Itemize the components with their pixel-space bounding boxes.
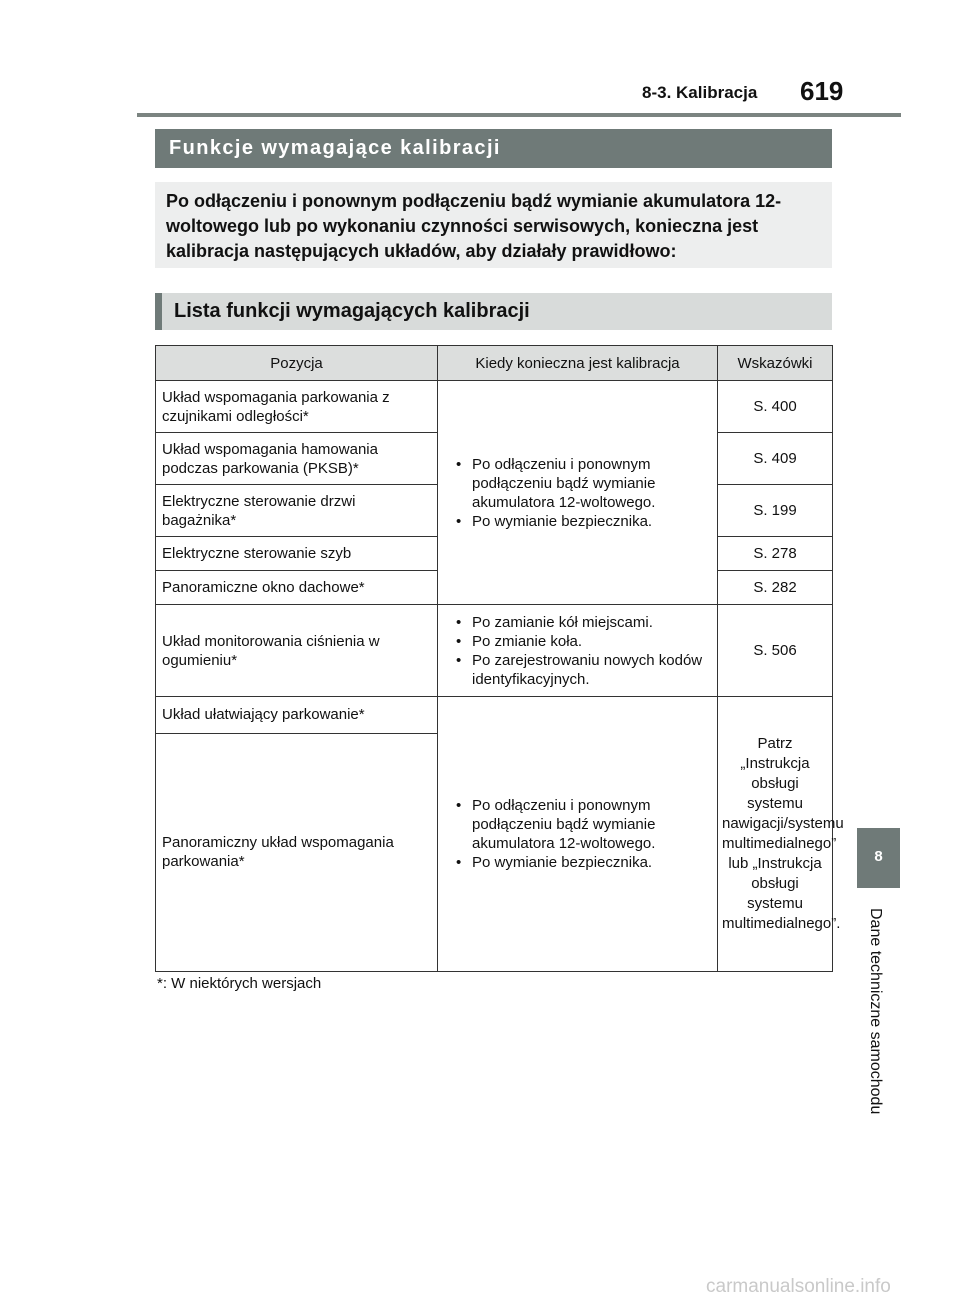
footnote: *: W niektórych wersjach bbox=[157, 975, 322, 992]
row-name: Elektryczne sterowanie szyb bbox=[156, 537, 438, 571]
chapter-number: 8 bbox=[874, 848, 883, 865]
page-number: 619 bbox=[800, 76, 844, 106]
table-row bbox=[156, 697, 833, 733]
subsection-heading: Lista funkcji wymagających kalibracji bbox=[174, 300, 530, 322]
watermark: carmanualsonline.info bbox=[706, 1276, 891, 1297]
condition-item: • Po odłączeniu i ponownym podłączeniu bądź wymianie akumulatora 12-woltowego. bbox=[456, 455, 711, 512]
page-reference: S. 409 bbox=[718, 433, 833, 485]
row-name: Układ ułatwiający parkowanie* bbox=[156, 697, 438, 733]
condition-item: • Po zmianie koła. bbox=[456, 632, 711, 651]
page-reference: S. 400 bbox=[718, 381, 833, 433]
condition-item: • Po odłączeniu i ponownym podłączeniu bądź wymianie akumulatora 12-woltowego. bbox=[456, 796, 711, 853]
chapter-label: Dane techniczne samochodu bbox=[867, 908, 884, 1115]
condition-item: • Po wymianie bezpiecznika. bbox=[456, 512, 711, 531]
header-section-title: 8-3. Kalibracja bbox=[642, 83, 758, 102]
subsection-accent bbox=[155, 293, 162, 330]
conditions-list bbox=[456, 455, 711, 531]
page-reference: S. 282 bbox=[718, 571, 833, 605]
conditions-cell bbox=[438, 605, 718, 697]
row-name: Panoramiczny układ wspomagania parkowania* bbox=[156, 733, 438, 971]
page-reference: S. 199 bbox=[718, 485, 833, 537]
page-reference: S. 506 bbox=[718, 605, 833, 697]
conditions-cell bbox=[438, 697, 718, 972]
page-reference: Patrz „Instrukcja obsługi systemu nawigacji/systemu multimedialnego” lub „Instrukcja obsługi systemu multimedialnego”. bbox=[718, 697, 833, 972]
row-name: Panoramiczne okno dachowe* bbox=[156, 571, 438, 605]
page-reference: S. 278 bbox=[718, 537, 833, 571]
row-name: Elektryczne sterowanie drzwi bagażnika* bbox=[156, 485, 438, 537]
conditions-list bbox=[456, 613, 711, 689]
conditions-cell bbox=[438, 381, 718, 605]
row-name: Układ wspomagania parkowania z czujnikami odległości* bbox=[156, 381, 438, 433]
header-position: Pozycja bbox=[156, 346, 438, 381]
table-header-row bbox=[156, 346, 833, 381]
header-hints: Wskazówki bbox=[718, 346, 833, 381]
calibration-table bbox=[155, 345, 844, 972]
condition-item: • Po wymianie bezpiecznika. bbox=[456, 853, 711, 872]
condition-item: • Po zamianie kół miejscami. bbox=[456, 613, 711, 632]
table-row bbox=[156, 381, 833, 433]
header-when: Kiedy konieczna jest kalibracja bbox=[438, 346, 718, 381]
conditions-list bbox=[456, 796, 711, 872]
subsection-heading-bar bbox=[155, 293, 832, 330]
table-row bbox=[156, 605, 833, 697]
chapter-tab bbox=[857, 828, 900, 888]
row-name: Układ monitorowania ciśnienia w ogumieniu* bbox=[156, 605, 438, 697]
condition-item: • Po zarejestrowaniu nowych kodów identyfikacyjnych. bbox=[456, 651, 711, 689]
intro-box bbox=[155, 182, 832, 268]
row-name: Układ wspomagania hamowania podczas parkowania (PKSB)* bbox=[156, 433, 438, 485]
section-heading-bar bbox=[155, 129, 832, 168]
header-divider bbox=[137, 113, 901, 117]
intro-text: Po odłączeniu i ponownym podłączeniu bądź wymianie akumulatora 12-woltowego lub po wykonaniu czynności serwisowych, konieczna jest kalibracja następujących układów, aby działały prawidłowo: bbox=[166, 191, 782, 261]
section-heading: Funkcje wymagające kalibracji bbox=[169, 137, 501, 159]
